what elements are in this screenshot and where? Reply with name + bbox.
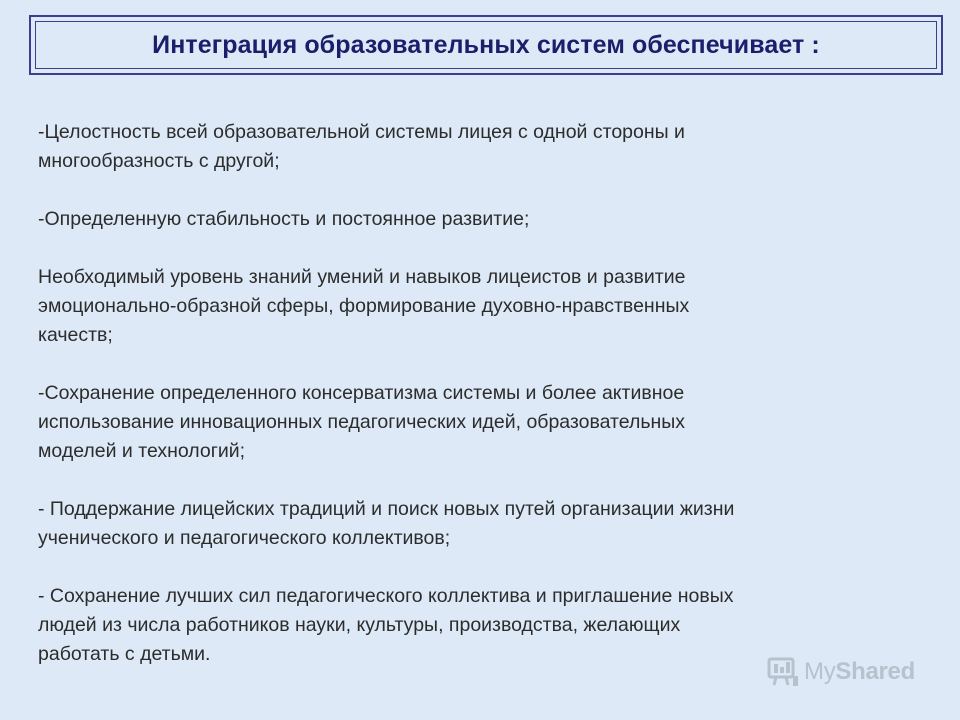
paragraph-line: моделей и технологий;	[38, 440, 246, 462]
paragraph-line: -Сохранение определенного консерватизма системы и более активное	[38, 382, 685, 404]
paragraph-conservatism	[38, 379, 918, 466]
paragraph-line: использование инновационных педагогических идей, образовательных	[38, 411, 686, 433]
wordmark-bold: Shared	[835, 658, 915, 685]
paragraph-line: работать с детьми.	[38, 643, 211, 665]
paragraph-line: - Поддержание лицейских традиций и поиск новых путей организации жизни	[38, 498, 735, 520]
paragraph-knowledge	[38, 263, 918, 350]
paragraph-line: качеств;	[38, 324, 113, 346]
title-frame-inner	[35, 21, 937, 69]
paragraph-line: эмоционально-образной сферы, формирование духовно-нравственных	[38, 295, 690, 317]
myshared-watermark[interactable]	[766, 656, 915, 688]
paragraph-line: людей из числа работников науки, культуры, производства, желающих	[38, 614, 681, 636]
slide-content	[38, 118, 918, 669]
paragraph-integrity	[38, 118, 918, 176]
paragraph-line: - Сохранение лучших сил педагогического коллектива и приглашение новых	[38, 585, 734, 607]
paragraph-line: -Целостность всей образовательной системы лицея с одной стороны и	[38, 121, 685, 143]
paragraph-traditions	[38, 495, 918, 553]
paragraph-line: ученического и педагогического коллективов;	[38, 527, 451, 549]
slide-title: Интеграция образовательных систем обеспечивает :	[152, 30, 820, 59]
myshared-wordmark	[804, 658, 915, 686]
paragraph-line: многообразность с другой;	[38, 150, 280, 172]
myshared-logo-icon	[766, 656, 800, 688]
title-frame	[29, 15, 943, 75]
paragraph-stability	[38, 205, 918, 234]
paragraph-line: -Определенную стабильность и постоянное развитие;	[38, 208, 530, 230]
wordmark-light: My	[804, 658, 836, 685]
paragraph-line: Необходимый уровень знаний умений и навыков лицеистов и развитие	[38, 266, 686, 288]
